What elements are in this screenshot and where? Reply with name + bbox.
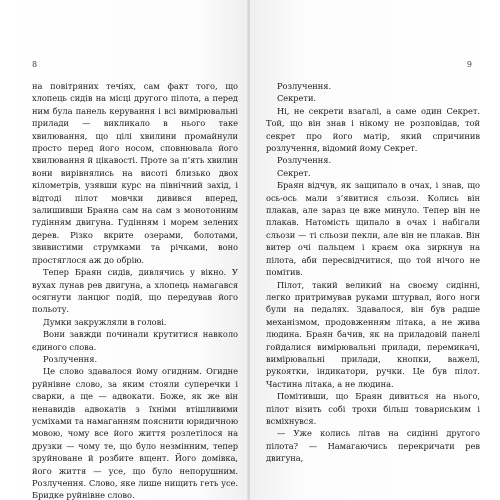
right-paragraph: Розлучення.: [277, 155, 332, 166]
right-paragraph: Секрет.: [277, 167, 311, 178]
right-paragraph: Помітивши, що Браян дивиться на нього, пілот візить собі трохи більш товариським і всміхнувся.: [266, 391, 480, 426]
right-paragraph: Браян відчув, як защипало в очах, і знав, що ось-ось мали з’явитися сльози. Колись він плакав, але зараз це вже минуло. Тепер він не плакав. Натомість щипало в очах і набігали сльози — ті сльози пекли, але він не плакав. Він витер очі пальцем і краєм ока зиркнув на пілота, аби пересвідчитися, що той нічого не помітив.: [266, 180, 480, 278]
right-paragraph: Секрети.: [277, 93, 317, 104]
left-page: [0, 0, 248, 500]
left-paragraph: Вони завжди починали крутитися навколо єдиного слова.: [32, 329, 238, 352]
right-paragraph: Ні, не секрети взагалі, а саме один Секрет. Той, що він знав і нікому не розповідав, той секрет про його матір, який спричинив розлучення, відомий йому Секрет.: [266, 105, 480, 154]
right-page-text: [266, 80, 480, 465]
right-paragraph: — Уже колись літав на сидінні другого пілота? — Намагаючись перекричати рев двигуна,: [266, 428, 480, 464]
right-paragraph: Розлучення.: [277, 81, 332, 91]
left-paragraph: на повітряних течіях, сам факт того, що хлопець сидів на місці другого пілота, а перед ним була панель керування і всі вимірювальні прилади — викликало в нього таке хвилювання, що цілі хвилини промайнули просто перед його носом, сповнювала його хвилювання й цікавості. Проте за п’ять хвилин вони вирівнялись на висоті близько двох кілометрів, узявши курс на північний захід, і відтоді пілот мовчки дивився вперед, залишивши Браяна сам на сам з монотонним гудінням двигуна. Гудінням і морем зелених дерев. Різко вкрите озерами, болотами, звивистими струмками та річками, воно простяглося аж до обрію.: [32, 81, 238, 265]
left-paragraph: Розлучення.: [43, 353, 98, 364]
right-page-number: 9: [466, 60, 472, 69]
left-page-text: [32, 80, 238, 500]
right-paragraph: Пілот, такий великий на своєму сидінні, легко притримував руками штурвал, його ноги були на педалях. Здавалося, він був радше механізмом, продовженням літака, а не жива людина. Браян бачив, як на приладовій панелі гойдалися вимірювальні прилади, перемикачі, вимірювальні прилади, кнопки, важелі, рукоятки, індикатори, ручки. Це був пілот. Частина літака, а не людина.: [266, 279, 480, 389]
left-paragraph: Це слово здавалося йому огидним. Огидне руйнівне слово, за яким стояли суперечки і сварки, а ще — адвокати. Боже, як же він ненавидів адвокатів з їхніми втішливими усміхами та намаганням пояснити юридичною мовою, чому все його життя розлетілося на друзки — чому те, що було незмінним, тепер зруйноване й розбите вщент. Його домівка, його життя — усе, що було непорушним. Розлучення. Слово, яке лише нищить геть усе. Бридке руйнівне слово.: [32, 366, 238, 500]
right-page: [250, 0, 500, 500]
left-page-number: 8: [32, 60, 38, 69]
left-paragraph: Тепер Браян сидів, дивлячись у вікно. У вухах лунав рев двигуна, а хлопець намагався осягнути ланцюг подій, що передував його польоту.: [32, 267, 238, 315]
left-paragraph: Думки закружляли в голові.: [43, 316, 167, 327]
